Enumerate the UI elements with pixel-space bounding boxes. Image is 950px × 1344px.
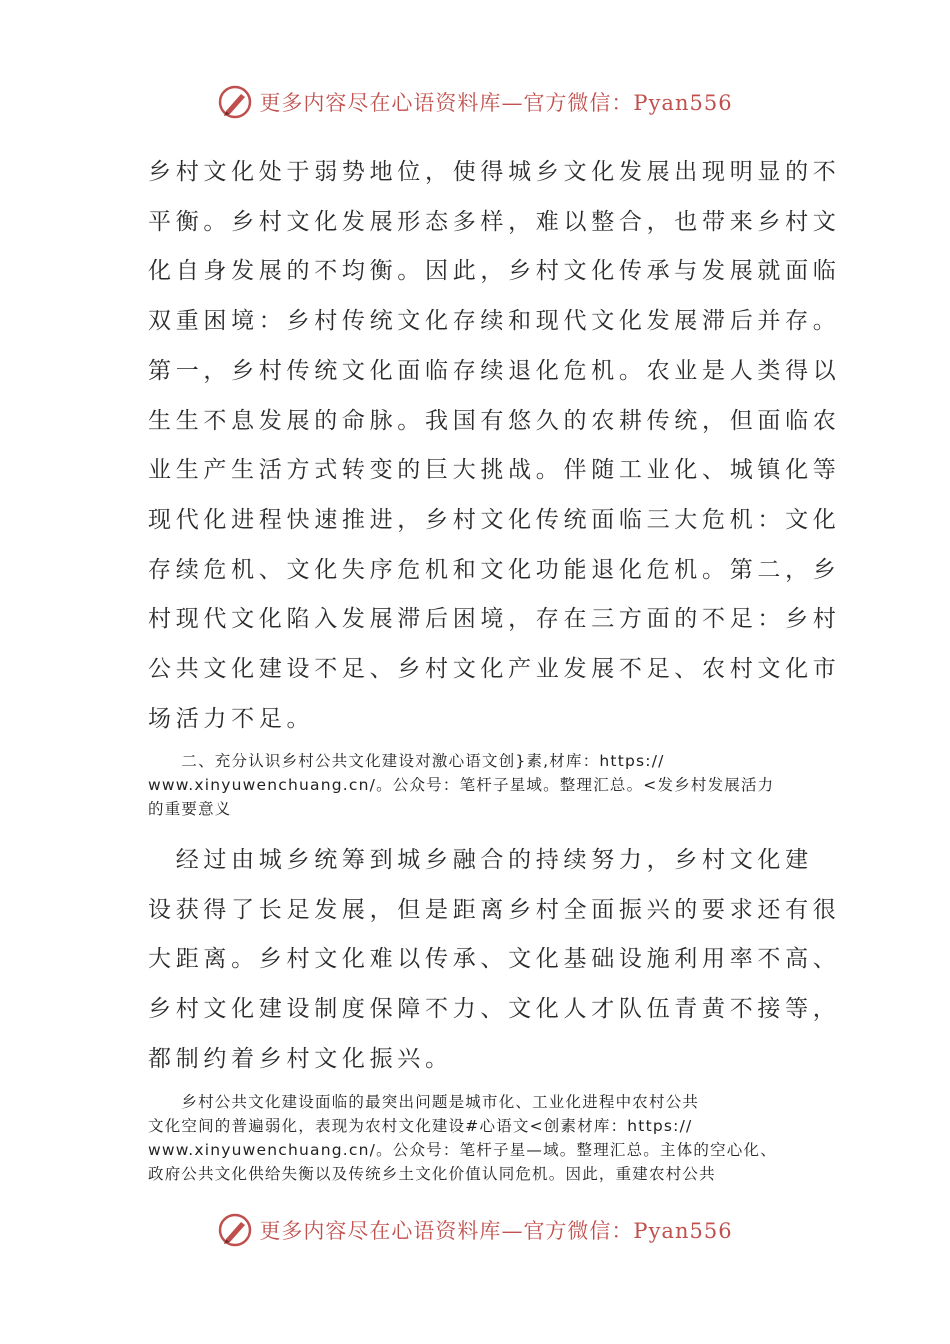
text-line: 村现代文化陷入发展滞后困境，存在三方面的不足：乡村 bbox=[148, 606, 841, 633]
paragraph-1 bbox=[148, 148, 841, 744]
banner-text: 更多内容尽在心语资料库—官方微信：Pyan556 bbox=[259, 91, 733, 115]
text-line: 化自身发展的不均衡。因此，乡村文化传承与发展就面临 bbox=[148, 258, 841, 285]
text-line: 乡村文化处于弱势地位，使得城乡文化发展出现明显的不 bbox=[148, 159, 841, 185]
header-banner bbox=[0, 84, 950, 120]
section-heading bbox=[148, 749, 810, 821]
text-line: 都制约着乡村文化振兴。 bbox=[148, 1045, 453, 1072]
text-line: 乡村文化建设制度保障不力、文化人才队伍青黄不接等， bbox=[148, 996, 841, 1023]
banner-text: 更多内容尽在心语资料库—官方微信：Pyan556 bbox=[259, 1219, 733, 1243]
paragraph-3 bbox=[148, 1090, 810, 1186]
text-line: 第一，乡村传统文化面临存续退化危机。农业是人类得以 bbox=[148, 357, 841, 384]
text-line: 存续危机、文化失序危机和文化功能退化危机。第二，乡 bbox=[148, 556, 841, 583]
text-line: 政府公共文化供给失衡以及传统乡土文化价值认同危机。因此，重建农村公共 bbox=[148, 1165, 716, 1183]
heading-line: 的重要意义 bbox=[148, 800, 232, 818]
heading-line: 二、充分认识乡村公共文化建设对激心语文创}素,材库：https:// bbox=[148, 752, 665, 770]
footer-banner bbox=[0, 1212, 950, 1248]
heading-line: www.xinyuwenchuang.cn/。公众号：笔杆子星域。整理汇总。<发乡村发展活力 bbox=[148, 776, 775, 794]
text-line: 双重困境：乡村传统文化存续和现代文化发展滞后并存。 bbox=[148, 308, 841, 335]
text-line: 业生产生活方式转变的巨大挑战。伴随工业化、城镇化等 bbox=[148, 457, 841, 484]
paragraph-2 bbox=[148, 836, 841, 1085]
text-line: 平衡。乡村文化发展形态多样，难以整合，也带来乡村文 bbox=[148, 208, 841, 235]
text-line: 生生不息发展的命脉。我国有悠久的农耕传统，但面临农 bbox=[148, 407, 841, 434]
text-line: 乡村公共文化建设面临的最突出问题是城市化、工业化进程中农村公共 bbox=[148, 1093, 700, 1111]
text-line: 设获得了长足发展，但是距离乡村全面振兴的要求还有很 bbox=[148, 896, 841, 923]
text-line: 大距离。乡村文化难以传承、文化基础设施利用率不高、 bbox=[148, 946, 841, 973]
text-line: 经过由城乡统筹到城乡融合的持续努力，乡村文化建 bbox=[148, 847, 813, 873]
text-line: 现代化进程快速推进，乡村文化传统面临三大危机：文化 bbox=[148, 506, 841, 533]
text-line: 文化空间的普遍弱化，表现为农村文化建设#心语文<创素材库：https:// bbox=[148, 1117, 693, 1135]
text-line: 公共文化建设不足、乡村文化产业发展不足、农村文化市 bbox=[148, 656, 841, 683]
text-line: 场活力不足。 bbox=[148, 705, 315, 732]
pen-logo-icon bbox=[217, 84, 253, 120]
pen-logo-icon bbox=[217, 1212, 253, 1248]
text-line: www.xinyuwenchuang.cn/。公众号：笔杆子星—域。整理汇总。主体的空心化、 bbox=[148, 1141, 777, 1159]
